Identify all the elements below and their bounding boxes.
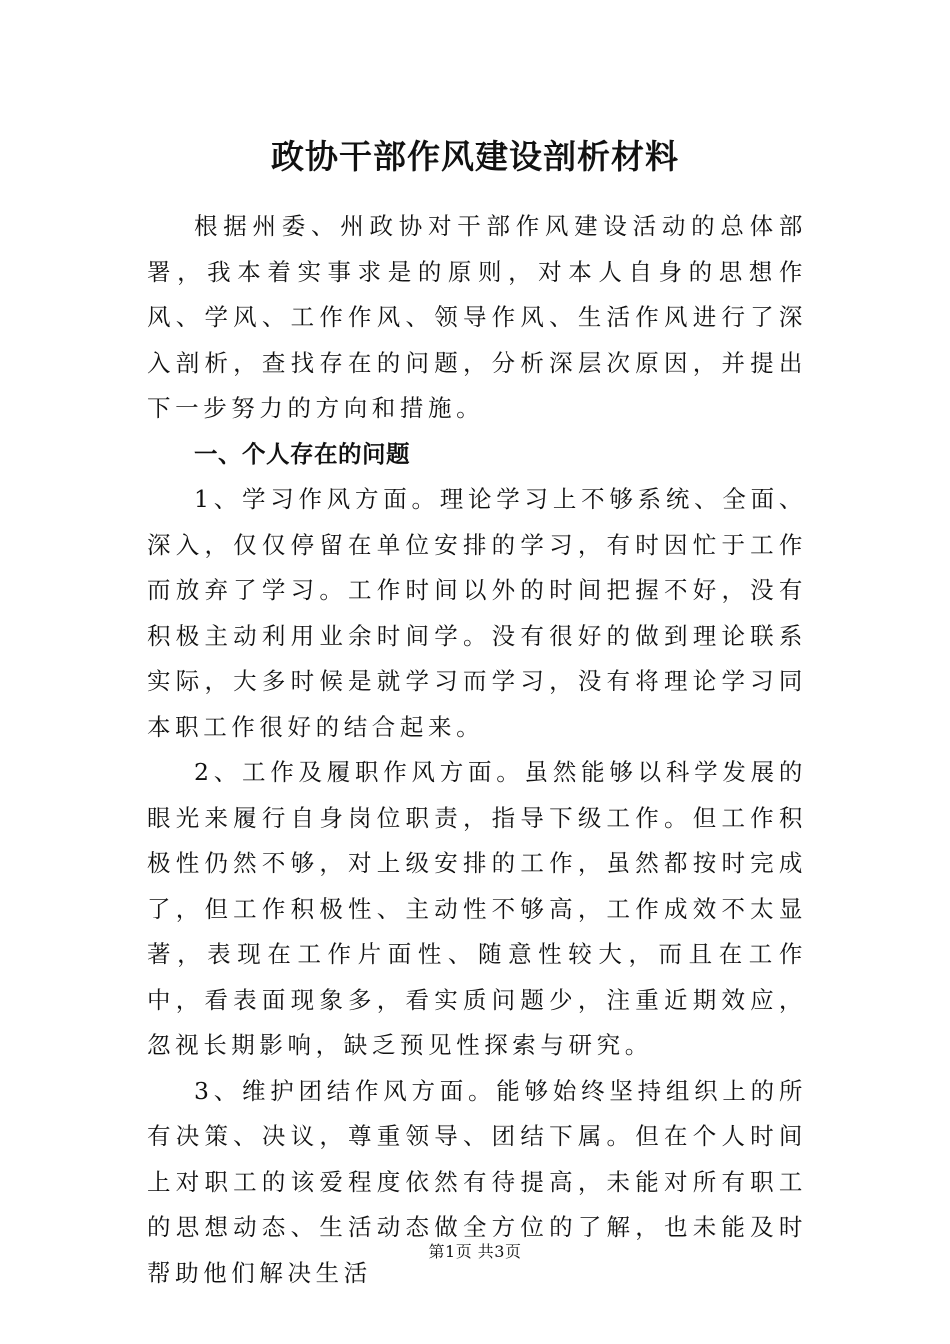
paragraph-unity-style: 3、维护团结作风方面。能够始终坚持组织上的所有决策、决议，尊重领导、团结下属。但在个人时间上对职工的该爱程度依然有待提高，未能对所有职工的思想动态、生活动态做全方位的了解，也未能及时帮助他们解决生活 (147, 1076, 807, 1287)
section-heading: 一、个人存在的问题 (194, 439, 410, 468)
paragraph-study-style: 1、学习作风方面。理论学习上不够系统、全面、深入，仅仅停留在单位安排的学习，有时因忙于工作而放弃了学习。工作时间以外的时间把握不好，没有积极主动利用业余时间学。没有很好的做到理论联系实际，大多时候是就学习而学习，没有将理论学习同本职工作很好的结合起来。 (147, 485, 807, 741)
intro-paragraph: 根据州委、州政协对干部作风建设活动的总体部署，我本着实事求是的原则，对本人自身的思想作风、学风、工作作风、领导作风、生活作风进行了深入剖析，查找存在的问题，分析深层次原因，并提出下一步努力的方向和措施。 (147, 212, 807, 422)
document-title: 政协干部作风建设剖析材料 (271, 137, 679, 176)
page-footer: 第1页 共3页 (428, 1242, 522, 1261)
paragraph-work-style: 2、工作及履职作风方面。虽然能够以科学发展的眼光来履行自身岗位职责，指导下级工作。但工作积极性仍然不够，对上级安排的工作，虽然都按时完成了，但工作积极性、主动性不够高，工作成效不太显著，表现在工作片面性、随意性较大，而且在工作中，看表面现象多，看实质问题少，注重近期效应，忽视长期影响，缺乏预见性探索与研究。 (147, 758, 807, 1059)
document-body (147, 204, 807, 1296)
